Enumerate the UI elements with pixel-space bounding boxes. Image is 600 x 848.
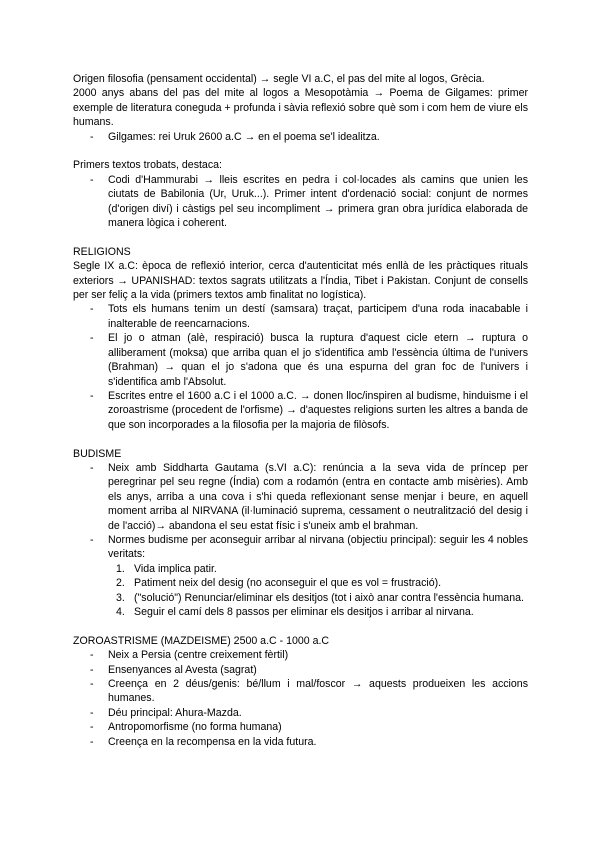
veritat-text: Patiment neix del desig (no aconseguir el que es vol = frustració). <box>134 577 442 590</box>
list-item: - Gilgames: rei Uruk 2600 a.C → en el poema se'l idealitza. <box>73 130 528 144</box>
budisme-list <box>73 461 528 619</box>
veritat-text: ("solució") Renunciar/eliminar els desitjos (tot i això anar contra l'essència humana. <box>134 591 524 604</box>
religions-heading: RELIGIONS <box>73 245 131 258</box>
list-number: 1. <box>116 562 125 575</box>
list-item: - Codi d'Hammurabi → lleis escrites en pedra i col·locades als camins que unien les ciutats de Babilonia (Ur, Uruk...). Primer intent d'ordenació social: conjunt de normes (d'origen diví) i càstigs pel seu incompliment → primera gran obra jurídica elaborada de manera lògica i coherent. <box>73 173 528 231</box>
veritat-item <box>108 562 528 576</box>
nobles-veritats-list <box>108 562 528 620</box>
veritat-text: Seguir el camí dels 8 passos per eliminar els desitjos i arribar al nirvana. <box>134 605 474 618</box>
veritat-text: Vida implica patir. <box>134 562 217 575</box>
list-item: - Neix a Persia (centre creixement fèrtil) <box>73 648 528 662</box>
list-item: - Escrites entre el 1600 a.C i el 1000 a.C. → donen lloc/inspiren al budisme, hinduisme i el zoroastrisme (procedent de l'orfisme) → d'aquestes religions surten les altres a banda de que son incorporades a la filosofia per la majoria de filòsofs. <box>73 389 528 432</box>
list-item <box>73 533 528 619</box>
spacer <box>73 144 528 158</box>
spacer <box>73 432 528 446</box>
list-number: 4. <box>116 605 125 618</box>
religions-list <box>73 302 528 432</box>
list-item: - Creença en la recompensa en la vida futura. <box>73 735 528 749</box>
list-item: - Ensenyances al Avesta (sagrat) <box>73 663 528 677</box>
list-number: 3. <box>116 591 125 604</box>
veritat-item <box>108 591 528 605</box>
list-item: - Antropomorfisme (no forma humana) <box>73 720 528 734</box>
list-item: - Tots els humans tenim un destí (samsara) traçat, participem d'una roda inacabable i inalterable de reencarnacions. <box>73 302 528 331</box>
list-item: - Déu principal: Ahura-Mazda. <box>73 706 528 720</box>
intro-line-2: 2000 anys abans del pas del mite al logos a Mesopotàmia → Poema de Gilgames: primer exemple de literatura coneguda + profunda i sàvia reflexió sobre què som i com hem de viure els humans. <box>73 87 528 129</box>
list-item: - Creença en 2 déus/genis: bé/llum i mal/foscor → aquests produeixen les accions humanes. <box>73 677 528 706</box>
veritat-item <box>108 605 528 619</box>
religions-paragraph: Segle IX a.C: època de reflexió interior, cerca d'autenticitat més enllà de les pràctiques rituals exteriors → UPANISHAD: textos sagrats utilitzats a l'Índia, Tibet i Pakistan. Conjunt de consells per ser feliç a la vida (primers textos amb finalitat no logística). <box>73 260 528 302</box>
list-number: 2. <box>116 577 125 590</box>
textos-list <box>73 173 528 231</box>
zoroastrisme-heading: ZOROASTRISME (MAZDEISME) 2500 a.C - 1000 a.C <box>73 634 330 647</box>
list-item: - Neix amb Siddharta Gautama (s.VI a.C): renúncia a la seva vida de príncep per peregrinar pel seu regne (Índia) com a rodamón (entra en contacte amb misèries). Amb els anys, arriba a una cova i s'hi queda reflexionant sense menjar i beure, en aquell moment arriba al NIRVANA (il·luminació suprema, cessament o neutralització del desig i de l'acció)→ abandona el seu estat físic i s'uneix amb el brahman. <box>73 461 528 533</box>
zoroastrisme-list <box>73 648 528 749</box>
budisme-heading: BUDISME <box>73 447 122 460</box>
veritat-item <box>108 576 528 590</box>
spacer <box>73 230 528 244</box>
intro-line-1: Origen filosofia (pensament occidental) → segle VI a.C, el pas del mite al logos, Grècia. <box>73 73 485 85</box>
spacer <box>73 619 528 633</box>
list-item: - El jo o atman (alè, respiració) busca la ruptura d'aquest cicle etern → ruptura o alliberament (moksa) que arriba quan el jo s'identifica amb l'essència última de l'univers (Brahman) → quan el jo s'adona que és una espurna del gran foc de l'univers i s'identifica amb l'Absolut. <box>73 331 528 389</box>
textos-title: Primers textos trobats, destaca: <box>73 159 222 172</box>
nobles-veritats-intro: Normes budisme per aconseguir arribar al nirvana (objectiu principal): seguir les 4 nobles veritats: <box>108 533 528 561</box>
document-content <box>73 72 528 749</box>
intro-list <box>73 130 528 144</box>
